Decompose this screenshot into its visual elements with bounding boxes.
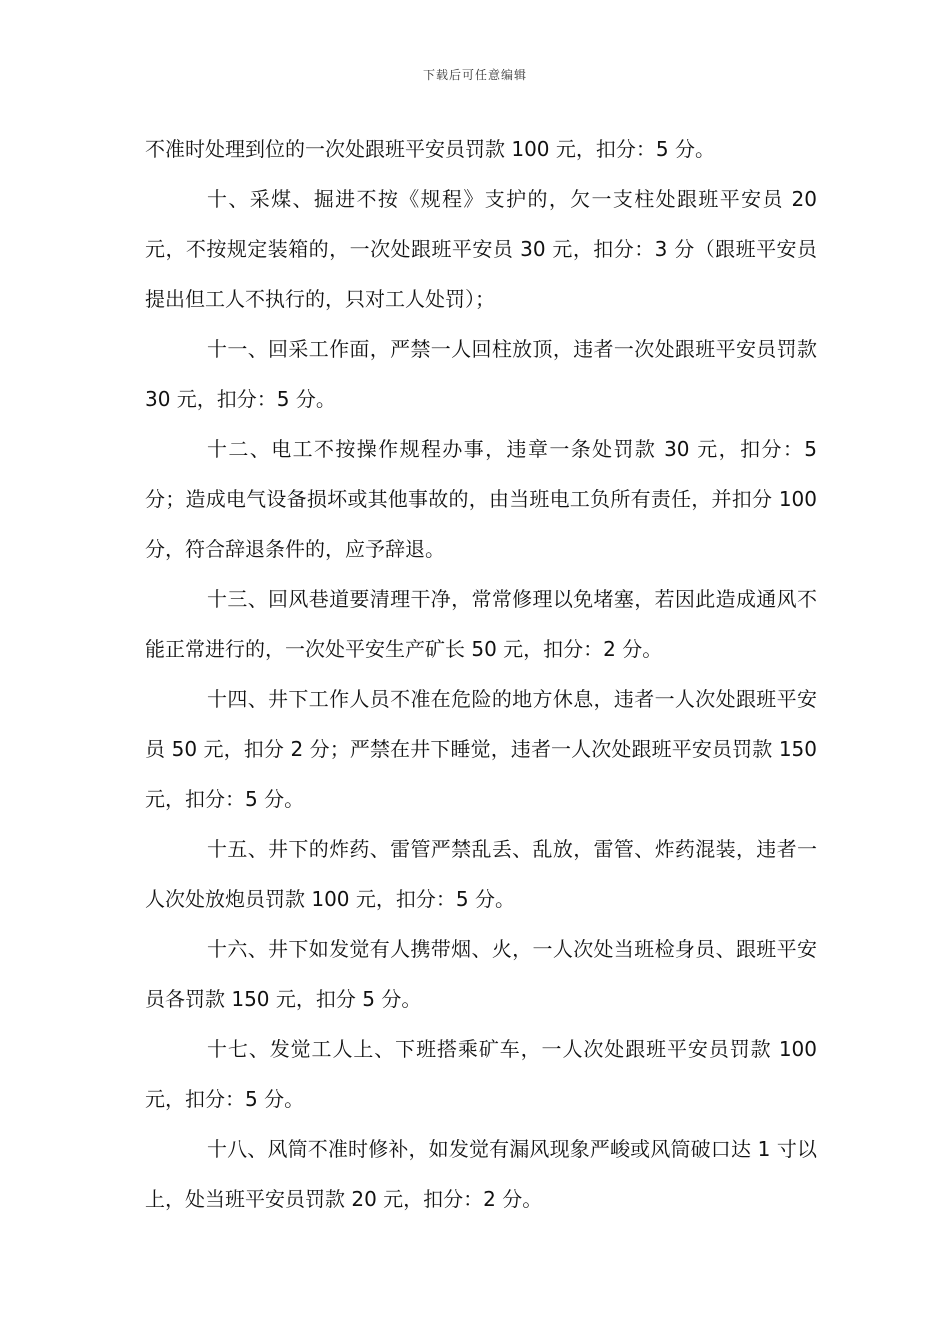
paragraph-continuation: 不准时处理到位的一次处跟班平安员罚款 100 元，扣分：5 分。 xyxy=(145,137,715,161)
paragraph-item-12: 十二、电工不按操作规程办事，违章一条处罚款 30 元，扣分：5 分；造成电气设备损坏或其他事故的，由当班电工负所有责任，并扣分 100 分，符合辞退条件的，应予辞退。 xyxy=(145,437,817,561)
paragraph-item-17: 十七、发觉工人上、下班搭乘矿车，一人次处跟班平安员罚款 100 元，扣分：5 分。 xyxy=(145,1037,817,1111)
paragraph-item-11: 十一、回采工作面，严禁一人回柱放顶，违者一次处跟班平安员罚款 30 元，扣分：5 分。 xyxy=(145,337,817,411)
page-header-note: 下载后可任意编辑 xyxy=(422,68,527,82)
document-body xyxy=(145,124,817,1224)
paragraph-item-15: 十五、井下的炸药、雷管严禁乱丢、乱放，雷管、炸药混装，违者一人次处放炮员罚款 100 元，扣分：5 分。 xyxy=(145,837,817,911)
paragraph-item-14: 十四、井下工作人员不准在危险的地方休息，违者一人次处跟班平安员 50 元，扣分 2 分；严禁在井下睡觉，违者一人次处跟班平安员罚款 150 元，扣分：5 分。 xyxy=(145,687,817,811)
paragraph-item-10: 十、采煤、掘进不按《规程》支护的，欠一支柱处跟班平安员 20 元，不按规定装箱的，一次处跟班平安员 30 元，扣分：3 分（跟班平安员提出但工人不执行的，只对工人处罚）； xyxy=(145,187,817,311)
paragraph-item-13: 十三、回风巷道要清理干净，常常修理以免堵塞，若因此造成通风不能正常进行的，一次处平安生产矿长 50 元，扣分：2 分。 xyxy=(145,587,817,661)
paragraph-item-16: 十六、井下如发觉有人携带烟、火，一人次处当班检身员、跟班平安员各罚款 150 元，扣分 5 分。 xyxy=(145,937,817,1011)
paragraph-item-18: 十八、风筒不准时修补，如发觉有漏风现象严峻或风筒破口达 1 寸以上，处当班平安员罚款 20 元，扣分：2 分。 xyxy=(145,1137,817,1211)
